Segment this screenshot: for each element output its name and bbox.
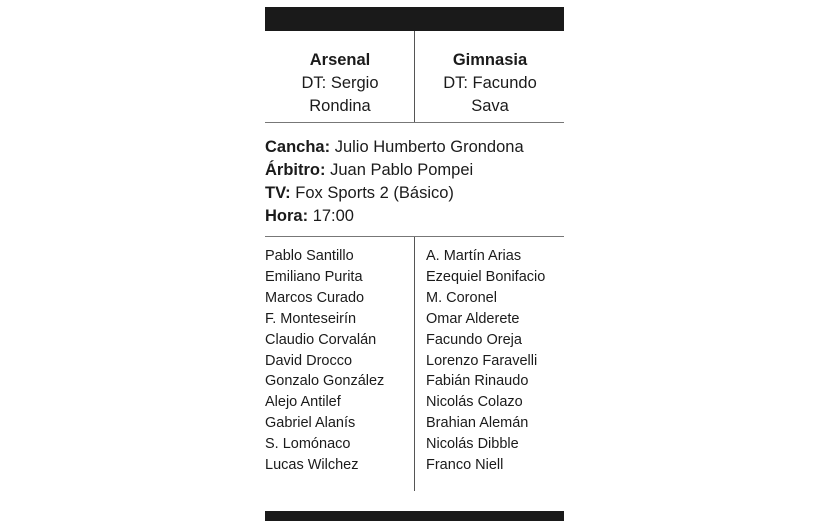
player-name: Nicolás Dibble [426, 436, 519, 453]
home-team-coach: DT: Sergio Rondina [301, 74, 379, 115]
match-card [265, 0, 564, 521]
time-row [265, 205, 564, 228]
player-name: S. Lomónaco [265, 436, 351, 453]
away-team-coach: DT: Facundo Sava [443, 74, 537, 115]
venue-row [265, 136, 564, 159]
referee-label: Árbitro: [265, 161, 326, 179]
venue-label: Cancha: [265, 138, 331, 156]
footer-bar [265, 511, 564, 521]
player-name: Claudio Corvalán [265, 331, 377, 348]
tv-row [265, 182, 564, 205]
time-value: 17:00 [312, 207, 354, 225]
header-bar [265, 7, 564, 31]
referee-row [265, 159, 564, 182]
tv-label: TV: [265, 184, 291, 202]
time-label: Hora: [265, 207, 309, 225]
divider-line [265, 122, 564, 123]
player-name: Franco Niell [426, 457, 504, 474]
tv-value: Fox Sports 2 (Básico) [295, 184, 454, 202]
player-name: Lorenzo Faravelli [426, 352, 538, 369]
home-team-name: Arsenal [309, 51, 371, 69]
player-name: Fabián Rinaudo [426, 373, 529, 390]
home-lineup [265, 246, 384, 476]
player-name: Gonzalo González [265, 373, 385, 390]
player-name: Pablo Santillo [265, 248, 354, 264]
player-name: Lucas Wilchez [265, 457, 359, 474]
player-name: Marcos Curado [265, 289, 365, 306]
away-team-name: Gimnasia [452, 51, 528, 69]
player-name: David Drocco [265, 352, 353, 369]
teams-divider [414, 31, 415, 122]
player-name: Brahian Alemán [426, 415, 529, 432]
player-name: Ezequiel Bonifacio [426, 268, 546, 285]
player-name: Nicolás Colazo [426, 394, 523, 411]
venue-value: Julio Humberto Grondona [334, 138, 524, 156]
match-info [265, 136, 564, 228]
referee-value: Juan Pablo Pompei [330, 161, 474, 179]
home-team [265, 49, 415, 118]
lineups-divider [414, 237, 415, 491]
player-name: Facundo Oreja [426, 331, 522, 348]
player-name: Alejo Antilef [265, 394, 341, 411]
player-name: Omar Alderete [426, 310, 520, 327]
away-team [415, 49, 565, 118]
player-name: F. Monteseirín [265, 310, 357, 327]
player-name: M. Coronel [426, 289, 497, 306]
player-name: Gabriel Alanís [265, 415, 356, 432]
away-lineup [426, 246, 545, 476]
player-name: A. Martín Arias [426, 248, 522, 264]
player-name: Emiliano Purita [265, 268, 363, 285]
